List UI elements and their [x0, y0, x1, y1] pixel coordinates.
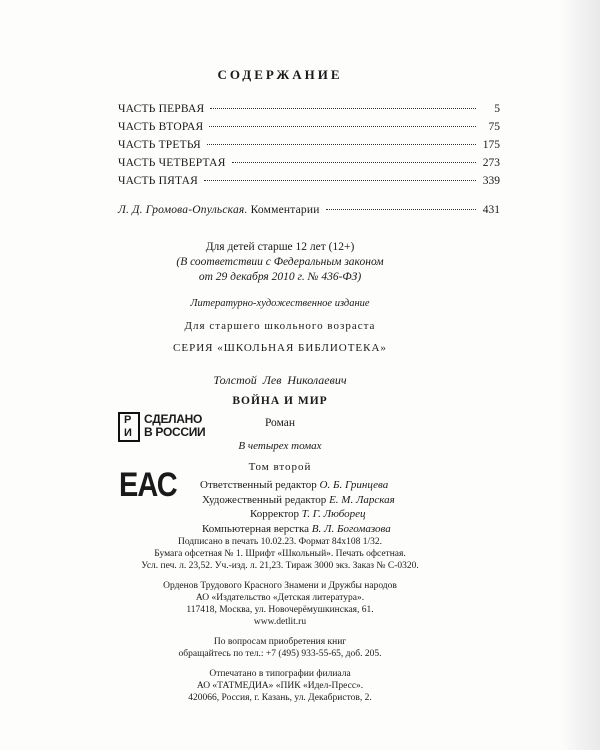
print-info-1: Подписано в печать 10.02.23. Формат 84х108 1/32.	[177, 537, 383, 547]
made-in-russia-mark: Р И	[118, 412, 140, 442]
eac-mark: ЕАС	[119, 466, 177, 504]
toc-row	[118, 136, 500, 154]
toc-page: 431	[482, 204, 500, 216]
credit-line: Ответственный редактор О. Б. Гринцева	[200, 479, 389, 491]
toc-commentary-row	[118, 201, 500, 219]
credit-line: Компьютерная верстка В. Л. Богомазова	[202, 522, 391, 535]
toc-leader	[232, 162, 476, 163]
print-info-3: Усл. печ. л. 23,52. Уч.-изд. л. 21,23. Тираж 3000 экз. Заказ № С-0320.	[141, 561, 419, 571]
made-in-russia-logo	[118, 408, 214, 448]
edition-type: Литературно-художественное издание	[190, 298, 370, 309]
page-edge-shadow	[560, 0, 600, 750]
credit-line: Художественный редактор Е. М. Ларская	[202, 493, 395, 506]
age-law-line2: от 29 декабря 2010 г. № 436-ФЗ)	[198, 271, 362, 283]
printer-3: 420066, Россия, г. Казань, ул. Декабристов, 2.	[188, 693, 372, 703]
publisher-1: Орденов Трудового Красного Знамени и Дружбы народов	[163, 581, 397, 591]
edition-audience: Для старшего школьного возраста	[184, 320, 376, 332]
toc-row	[118, 172, 500, 190]
book-volume: Том второй	[248, 461, 312, 473]
toc-label: ЧАСТЬ ЧЕТВЕРТАЯ	[118, 157, 226, 169]
age-law-line1: (В соответствии с Федеральным законом	[176, 256, 384, 268]
commentary-title: Комментарии	[250, 204, 320, 216]
series-name: СЕРИЯ «ШКОЛЬНАЯ БИБЛИОТЕКА»	[173, 342, 387, 354]
printer-2: АО «ТАТМЕДИА» «ПИК «Идел-Пресс».	[196, 681, 364, 691]
credits	[200, 478, 500, 536]
book-genre: Роман	[264, 417, 296, 429]
publisher-2: АО «Издательство «Детская литература».	[195, 593, 365, 603]
toc-page: 273	[482, 157, 500, 169]
commentary-author: Л. Д. Громова-Опульская.	[118, 204, 248, 216]
age-rating: Для детей старше 12 лет (12+)	[205, 241, 355, 253]
printer-1: Отпечатано в типографии филиала	[209, 669, 351, 679]
book-title: ВОЙНА И МИР	[232, 395, 328, 407]
toc-label: ЧАСТЬ ПЕРВАЯ	[118, 103, 205, 115]
table-of-contents	[118, 100, 500, 219]
book-author: Толстой Лев Николаевич	[213, 373, 347, 387]
publisher-website: www.detlit.ru	[253, 617, 307, 627]
toc-page: 5	[494, 103, 500, 115]
toc-title: СОДЕРЖАНИЕ	[217, 67, 343, 82]
toc-leader	[326, 209, 476, 210]
toc-leader	[209, 126, 476, 127]
toc-label: ЧАСТЬ ВТОРАЯ	[118, 121, 204, 133]
toc-page: 75	[488, 121, 500, 133]
toc-row	[118, 118, 500, 136]
toc-page: 339	[482, 175, 500, 187]
purchase-1: По вопросам приобретения книг	[213, 637, 347, 647]
publisher-3: 117418, Москва, ул. Новочерёмушкинская, 61.	[186, 605, 374, 615]
made-in-russia-text: СДЕЛАНО В РОССИИ	[144, 412, 206, 439]
toc-commentary-label	[118, 201, 320, 219]
toc-label: ЧАСТЬ ПЯТАЯ	[118, 175, 198, 187]
toc-label: ЧАСТЬ ТРЕТЬЯ	[118, 139, 201, 151]
credit-line: Корректор Т. Г. Люборец	[250, 508, 366, 520]
toc-row	[118, 154, 500, 172]
toc-page: 175	[482, 139, 500, 151]
purchase-2: обращайтесь по тел.: +7 (495) 933-55-65, доб. 205.	[178, 649, 382, 659]
toc-leader	[207, 144, 476, 145]
toc-leader	[210, 108, 476, 109]
toc-row	[118, 100, 500, 118]
book-volumes: В четырех томах	[238, 440, 322, 452]
print-info-2: Бумага офсетная № 1. Шрифт «Школьный». Печать офсетная.	[154, 549, 406, 559]
toc-leader	[204, 180, 476, 181]
